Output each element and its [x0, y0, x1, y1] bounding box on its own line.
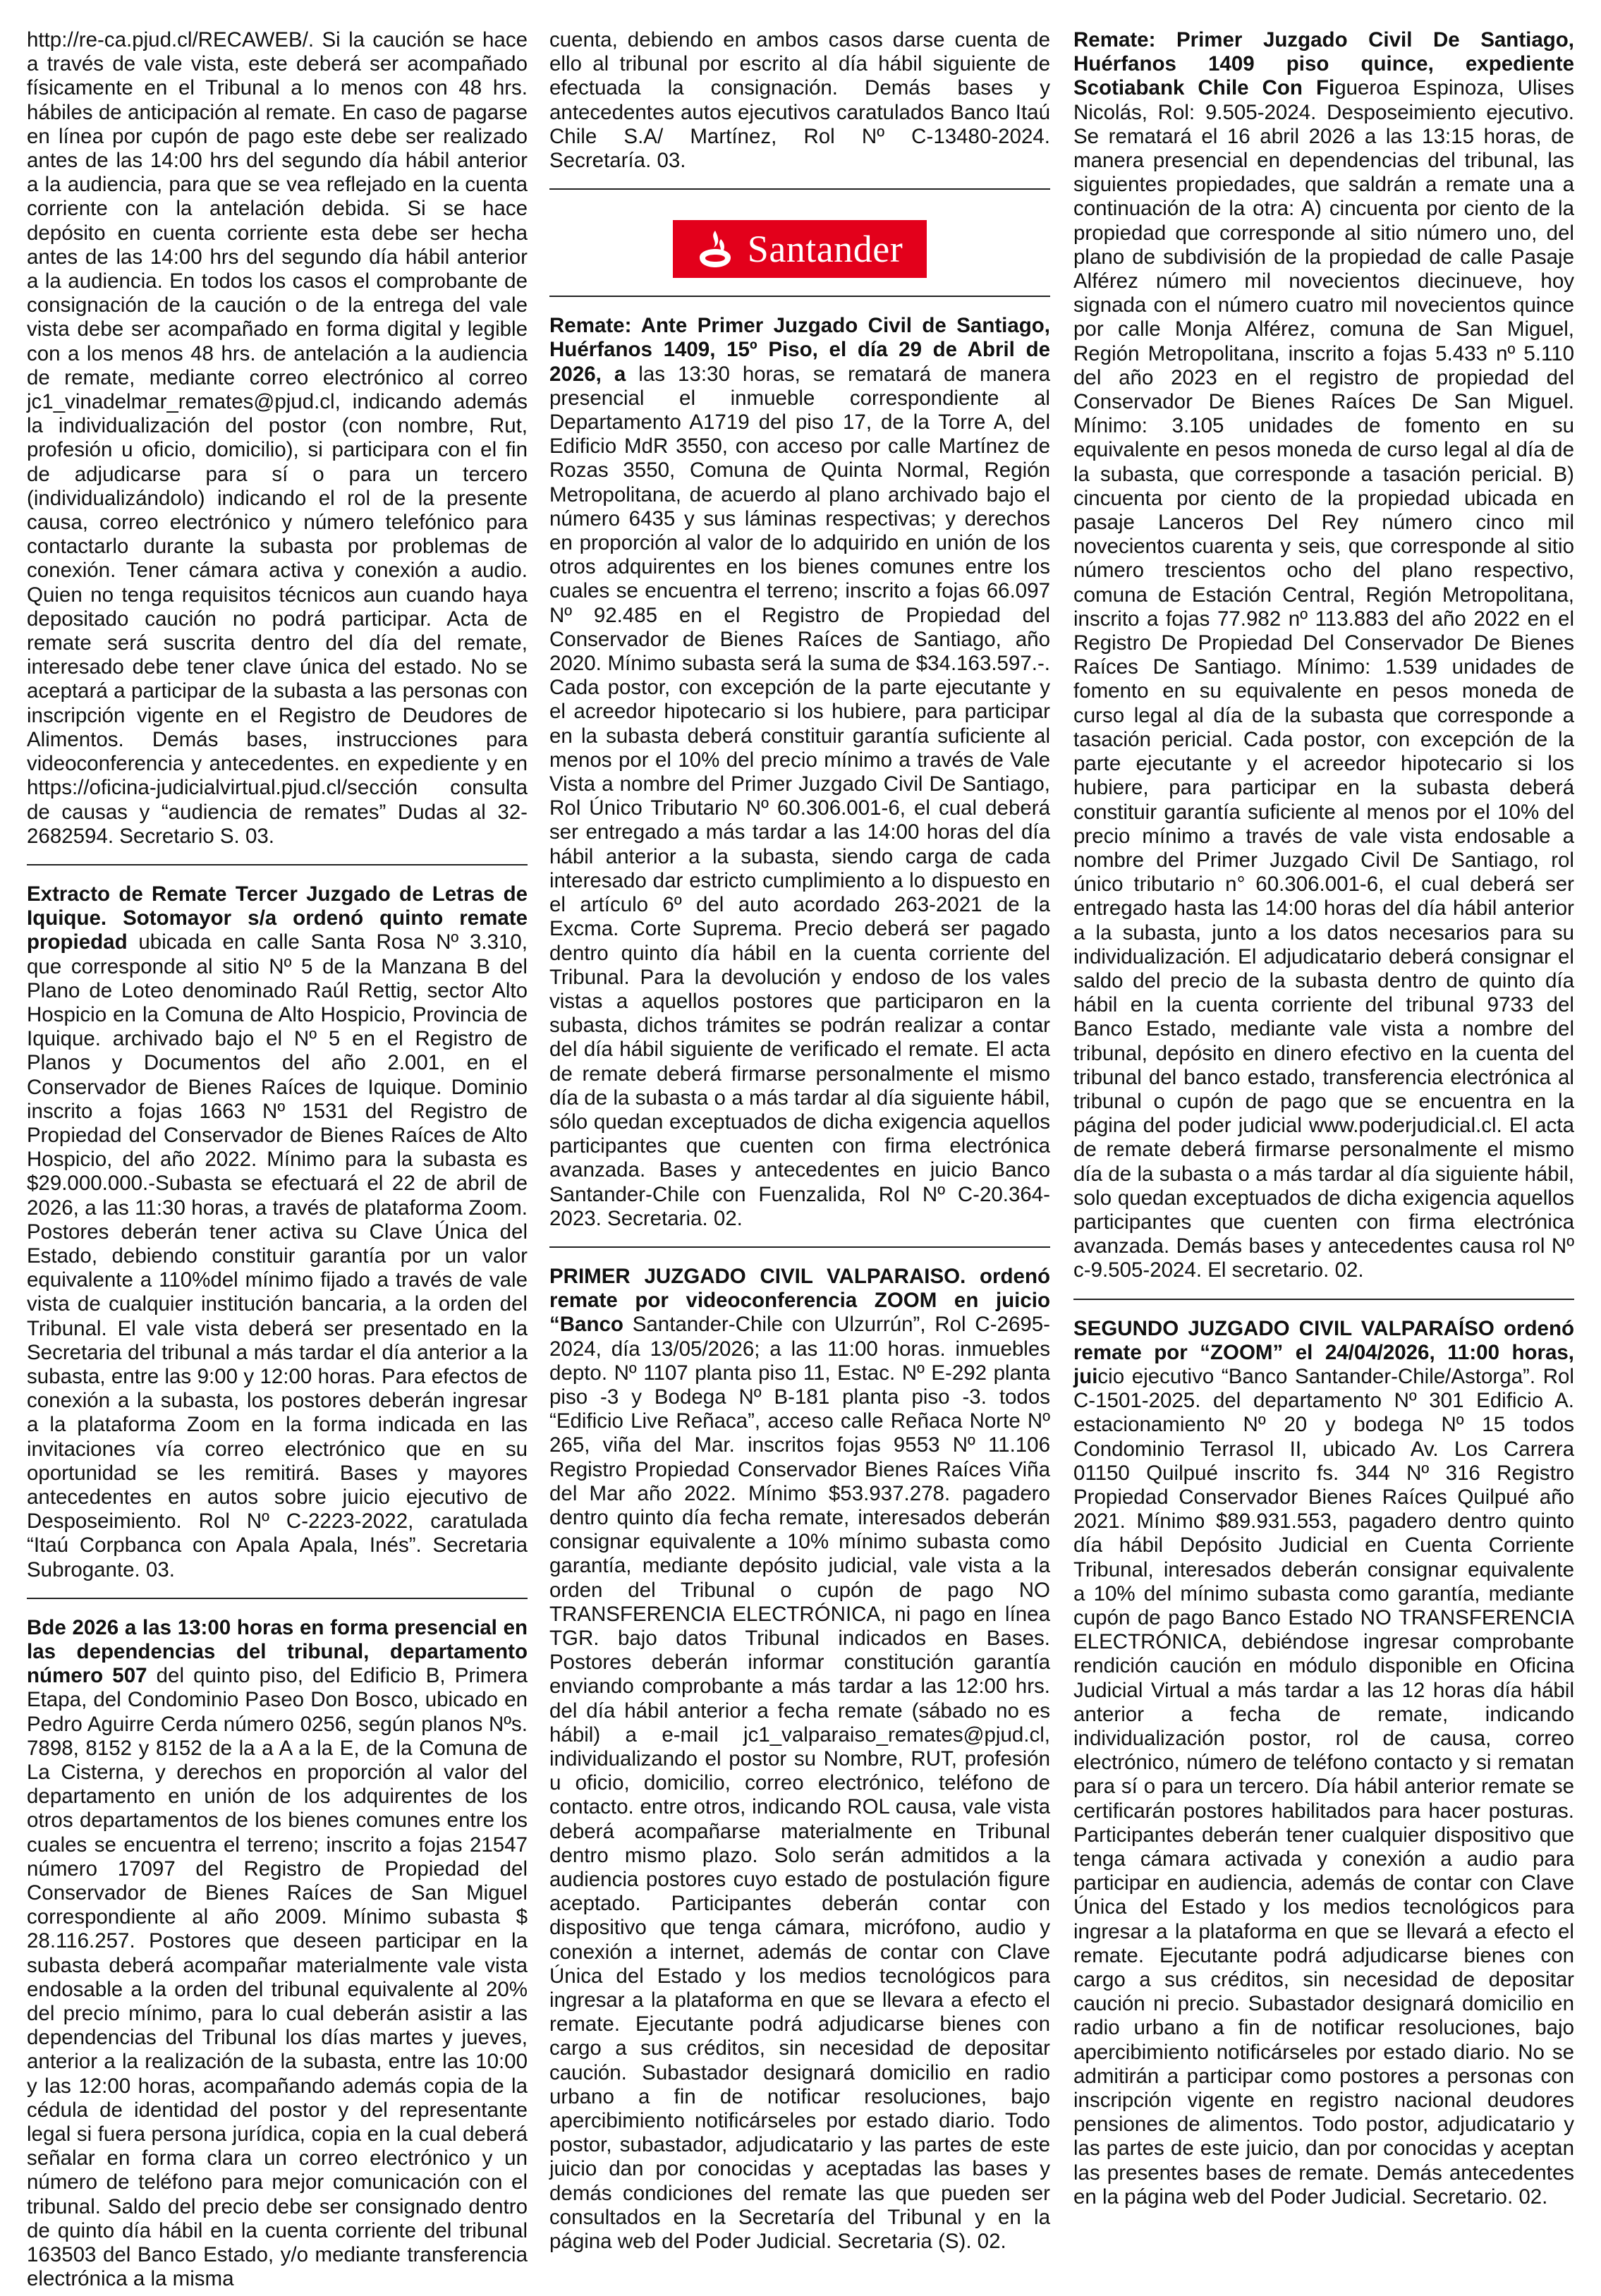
divider: [27, 1598, 528, 1599]
notice-lead: SEGUNDO JUZGADO CIVIL VALPARAÍSO ordenó remate por “ZOOM” el 24/04/2026, 11:00 horas, jui: [1073, 1316, 1574, 1388]
notice-2-2: [549, 314, 1050, 1231]
notice-body: Santander-Chile con Ulzurrún”, Rol C-2695-2024, día 13/05/2026; a las 11:00 horas. inmuebles depto. Nº 1107 planta piso 11, Estac. Nº E-292 planta piso -3 y Bodega Nº B-181 planta piso -3. todos “Edificio Live Reñaca”, acceso calle Reñaca Norte Nº 265, viña del Mar. inscritos fojas 9553 Nº 11.106 Registro Propiedad Conservador Bienes Raíces Viña del Mar año 2022. Mínimo $53.937.278. pagadero dentro quinto día fecha remate, interesados deberán consignar equivalente a 10% mínimo subasta como garantía, mediante depósito judicial, vale vista a la orden del Tribunal o cupón de pago NO TRANSFERENCIA ELECTRÓNICA, ni pago en línea TGR. bajo datos Tribunal indicados en Bases. Postores deberán informar constitución garantía enviando comprobante a más tardar a las 12:00 hrs. del día hábil anterior a fecha remate (sábado no es hábil) a e-mail jc1_valparaiso_remates@pjud.cl, individualizando el postor su Nombre, RUT, profesión u oficio, domicilio, correo electrónico, teléfono de contacto. entre otros, indicando ROL causa, vale vista deberá acompañarse materialmente en Tribunal dentro mismo plazo. Solo serán admitidos a la audiencia postores cuyo estado de postulación figure aceptado. Participantes deberán contar con dispositivo que tenga cámara, micrófono, audio y conexión a internet, además de contar con Clave Única del Estado y los medios tecnológicos para ingresar a la plataforma en que se llevara a efecto el remate. Ejecutante podrá adjudicarse bienes con cargo a sus créditos, sin necesidad de depositar caución. Subastador designará domicilio en radio urbano a fin de notificar resoluciones, bajo apercibimiento notificárseles por estado diario. Todo postor, subastador, adjudicatario y las partes de este juicio dan por conocidas y aceptadas las bases y demás condiciones del remate las que pueden ser consultados en la Secretaría del Tribunal y en la página web del Poder Judicial. Secretaria (S). 02.: [549, 1313, 1050, 2254]
notice-body: http://re-ca.pjud.cl/RECAWEB/. Si la caución se hace a través de vale vista, este deberá ser acompañado físicamente en el Tribunal a lo menos con 48 hrs. hábiles de anticipación al remate. En caso de pagarse en línea por cupón de pago este debe ser realizado antes de las 14:00 hrs del segundo día hábil anterior a la audiencia, para que se vea reflejado en la cuenta corriente con la antelación debida. Si se hace depósito en cuenta corriente esta debe ser hecha antes de las 14:00 hrs del segundo día hábil anterior a la audiencia. En todos los casos el comprobante de consignación de la caución o de la entrega del vale vista debe ser acompañado en forma digital y legible con a los menos 48 hrs. de antelación a la audiencia de remate, mediante correo electrónico al correo jc1_vinadelmar_remates@pjud.cl, indicando además la individualización del postor (con nombre, Rut, profesión u oficio, domicilio), si participara con el fin de adjudicarse para sí o para un tercero (individualizándolo) indicando el rol de la presente causa, correo electrónico y número telefónico para contactarlo durante la subasta por problemas de conexión. Tener cámara activa y conexión a audio. Quien no tenga requisitos técnicos aun cuando haya depositado caución no podrá participar. Acta de remate será suscrita dentro del día del remate, interesado debe tener clave única del estado. No se aceptará a participar de la subasta a las personas con inscripción vigente en el Registro de Deudores de Alimentos. Demás bases, instrucciones para videoconferencia y antecedentes. en expediente y en https://oficina-judicialvirtual.pjud.cl/sección consulta de causas y “audiencia de remates” Dudas al 32-2682594. Secretario S. 03.: [27, 28, 528, 848]
notice-1-3: [27, 1616, 528, 2292]
notice-body: gueroa Espinoza, Ulises Nicolás, Rol: 9.505-2024. Desposeimiento ejecutivo. Se rematará el 16 abril 2026 a las 13:15 horas, de manera presencial en dependencias del tribunal, las siguientes propiedades, que saldrán a remate una a continuación de la otra: A) cincuenta por ciento de la propiedad que corresponde al sitio número uno, del plano de subdivisión de la propiedad de calle Pasaje Alférez número mil novecientos diecinueve, hoy signada con el número cuatro mil novecientos quince por calle Monja Alférez, comuna de San Miguel, Región Metropolitana, inscrito a fojas 5.433 nº 5.110 del año 2023 en el registro de propiedad del Conservador De Bienes Raíces De San Miguel. Mínimo: 3.105 unidades de fomento en su equivalente en pesos moneda de curso legal al día de la subasta, que corresponde a tasación pericial. B) cincuenta por ciento de la propiedad ubicada en pasaje Lanceros Del Rey número cinco mil novecientos cuarenta y seis, que corresponde al sitio número trescientos ocho del plano respectivo, comuna de Estación Central, Región Metropolitana, inscrito a fojas 77.982 nº 113.883 del año 2022 en el Registro De Propiedad Del Conservador De Bienes Raíces De Santiago. Mínimo: 1.539 unidades de fomento en su equivalente en pesos moneda de curso legal al día de la subasta que corresponde a tasación pericial. Cada postor, con excepción de la parte ejecutante y el acreedor hipotecario si los hubiere, para participar en la subasta deberá constituir garantía suficiente al menos por el 10% del precio mínimo a través de vale vista endosable a nombre del Primer Juzgado Civil De Santiago, rol único tributario n° 60.306.001-6, el cual deberá ser entregado hasta las 14:00 horas del día hábil anterior a la subasta, junto a los datos necesarios para su individualización. El adjudicatario deberá consignar el saldo del precio de la subasta dentro de quinto día hábil en la cuenta corriente del tribunal 9733 del Banco Estado, mediante vale vista a nombre del tribunal, depósito en dinero efectivo en la cuenta del tribunal del banco estado, transferencia electrónica al tribunal o cupón de pago que se encuentra en la página del poder judicial www.poderjudicial.cl. El acta de remate deberá firmarse personalmente el mismo día de la subasta o a más tardar al día siguiente hábil, solo quedan exceptuados de dicha exigencia aquellos participantes que cuenten con firma electrónica avanzada. Demás bases y antecedentes causa rol Nº c-9.505-2024. El secretario. 02.: [1073, 76, 1574, 1282]
flame-icon: [697, 229, 733, 269]
notice-body: ubicada en calle Santa Rosa Nº 3.310, que corresponde al sitio Nº 5 de la Manzana B del Plano de Loteo denominado Raúl Rettig, sector Alto Hospicio en la Comuna de Alto Hospicio, Provincia de Iquique. archivado bajo el Nº 5 en el Registro de Planos y Documentos del año 2.001, en el Conservador de Bienes Raíces de Iquique. Dominio inscrito a fojas 1663 Nº 1531 del Registro de Propiedad del Conservador de Bienes Raíces de Alto Hospicio, del año 2022. Mínimo para la subasta es $29.000.000.-Subasta se efectuará el 22 de abril de 2026, a las 11:30 horas, a través de plataforma Zoom. Postores deberán tener activa su Clave Única del Estado, debiendo constituir garantía por un valor equivalente a 110%del mínimo fijado a través de vale vista de cualquier institución bancaria, a la orden del Tribunal. El vale vista deberá ser presentado en la Secretaria del tribunal a más tardar el día anterior a la subasta, entre las 9:00 y 12:00 horas. Para efectos de conexión a la subasta, los postores deberán ingresar a la plataforma Zoom en la forma indicada en las invitaciones vía correo electrónico que en su oportunidad se les remitirá. Bases y mayores antecedentes en autos sobre juicio ejecutivo de Desposeimiento. Rol Nº C-2223-2022, caratulada “Itaú Corpbanca con Apala Apala, Inés”. Secretaria Subrogante. 03.: [27, 930, 528, 1581]
divider: [549, 296, 1050, 297]
notice-lead: Extracto de Remate Tercer Juzgado de Letras de Iquique. Sotomayor s/a ordenó quinto remate propiedad: [27, 882, 528, 954]
logo-wordmark: Santander: [747, 228, 903, 271]
notice-body: cuenta, debiendo en ambos casos darse cuenta de ello al tribunal por escrito al día hábil siguiente de efectuada la consignación. Demás bases y antecedentes autos ejecutivos caratulados Banco Itaú Chile S.A/ Martínez, Rol Nº C-13480-2024. Secretaría. 03.: [549, 28, 1050, 173]
notice-1-2: [27, 882, 528, 1582]
notice-3-2: [1073, 1317, 1574, 2210]
notice-lead: Remate: Ante Primer Juzgado Civil de Santiago, Huérfanos 1409, 15º Piso, el día 29 de Abril de 2026, a: [549, 314, 1050, 386]
notice-body: cio ejecutivo “Banco Santander-Chile/Astorga”. Rol C-1501-2025. del departamento Nº 301 Edificio A. estacionamiento Nº 20 y bodega Nº 15 todos Condominio Terrasol II, ubicado Av. Los Carrera 01150 Quilpué inscrito fs. 344 Nº 316 Registro Propiedad Conservador Bienes Raíces Quilpué año 2021. Mínimo $89.931.553, pagadero dentro quinto día hábil Depósito Judicial en Cuenta Corriente Tribunal, interesados deberán consignar equivalente a 10% del mínimo subasta como garantía, mediante cupón de pago Banco Estado NO TRANSFERENCIA ELECTRÓNICA, debiéndose ingresar comprobante rendición caución en módulo disponible en Oficina Judicial Virtual a más tardar a las 12 horas día hábil anterior a fecha de remate, indicando individualización postor, rol de causa, correo electrónico, número de teléfono contacto y si rematan para sí o para un tercero. Día hábil anterior remate se certificarán postores habilitados para hacer posturas. Participantes deberán tener cualquier dispositivo que tenga cámara activada y conexión a audio para participar en audiencia, además de contar con Clave Única del Estado y los medios tecnológicos para ingresar a la plataforma en que se llevará a efecto el remate. Ejecutante podrá adjudicarse bienes con cargo a sus créditos, sin necesidad de depositar caución ni precio. Subastador designará domicilio en radio urbano a fin de notificar resoluciones, bajo apercibimiento notificárseles por estado diario. No se admitirán a participar como postores a personas con inscripción vigente en registro nacional deudores pensiones de alimentos. Todo postor, adjudicatario y las partes de este juicio, dan por conocidas y aceptan las presentes bases de remate. Demás antecedentes en la página web del Poder Judicial. Secretario. 02.: [1073, 1364, 1574, 2209]
notice-body: las 13:30 horas, se rematará de manera presencial el inmueble correspondiente al Departamento A1719 del piso 17, de la Torre A, del Edificio MdR 3550, con acceso por calle Martínez de Rozas 3550, Comuna de Quinta Normal, Región Metropolitana, de acuerdo al plano archivado bajo el número 6435 y sus láminas respectivas; y derechos en proporción al valor de lo adquirido en unión de los otros adquirentes en los bienes comunes entre los cuales se encuentra el terreno; inscrito a fojas 66.097 Nº 92.485 en el Registro de Propiedad del Conservador de Bienes Raíces de Santiago, año 2020. Mínimo subasta será la suma de $34.163.597.-. Cada postor, con excepción de la parte ejecutante y el acreedor hipotecario si los hubiere, para participar en la subasta deberá constituir garantía suficiente al menos por el 10% del precio mínimo a través de Vale Vista a nombre del Primer Juzgado Civil De Santiago, Rol Único Tributario Nº 60.306.001-6, el cual deberá ser entregado a más tardar a las 14:00 horas del día hábil anterior a la subasta, siendo carga de cada interesado dar estricto cumplimiento a lo dispuesto en el artículo 6º del auto acordado 263-2021 de la Excma. Corte Suprema. Precio deberá ser pagado dentro quinto día hábil en la cuenta corriente del Tribunal. Para la devolución y endoso de los vales vistas a aquellos postores que participaron en la subasta, dichos trámites se podrán realizar a contar del día hábil siguiente de verificado el remate. El acta de remate deberá firmarse personalmente el mismo día de la subasta o a más tardar al día siguiente hábil, sólo quedan exceptuados de dicha exigencia aquellos participantes que cuenten con firma electrónica avanzada. Bases y antecedentes en juicio Banco Santander-Chile con Fuenzalida, Rol Nº C-20.364-2023. Secretaria. 02.: [549, 362, 1050, 1230]
notice-lead: PRIMER JUZGADO CIVIL VALPARAISO. ordenó remate por videoconferencia ZOOM en juicio “Banco: [549, 1264, 1050, 1337]
notice-lead: Bde 2026 a las 13:00 horas en forma presencial en las dependencias del tribunal, departamento número 507: [27, 1615, 528, 1688]
divider: [1073, 1299, 1574, 1300]
column-1: [27, 28, 528, 2291]
column-2: [549, 28, 1050, 2278]
notice-lead: Remate: Primer Juzgado Civil De Santiago, Huérfanos 1409 piso quince, expediente Scotiabank Chile Con Fi: [1073, 28, 1574, 100]
notice-2-1: [549, 28, 1050, 173]
notice-1-1: [27, 28, 528, 849]
santander-logo-box: [549, 207, 1050, 291]
notice-body: del quinto piso, del Edificio B, Primera Etapa, del Condominio Paseo Don Bosco, ubicado en Pedro Aguirre Cerda número 0256, según planos Nºs. 7898, 8152 y 8152 de la a A a la E, de la Comuna de La Cisterna, y derechos en proporción al valor del departamento en unión de los adquirentes de los otros departamentos de los bienes comunes entre los cuales se encuentra el terreno; inscrito a fojas 21547 número 17097 del Registro de Propiedad del Conservador de Bienes Raíces de San Miguel correspondiente al año 2009. Mínimo subasta $ 28.116.257. Postores que deseen participar en la subasta deberá acompañar materialmente vale vista endosable a la orden del tribunal equivalente al 20% del precio mínimo, para lo cual deberán asistir a las dependencias del Tribunal los días martes y jueves, anterior a la realización de la subasta, entre las 10:00 y las 12:00 horas, acompañando además copia de la cédula de identidad del postor y del representante legal si fuera persona jurídica, copia en la cual deberá señalar en forma clara un correo electrónico y un número de teléfono para mejor comunicación con el tribunal. Saldo del precio debe ser consignado dentro de quinto día hábil en la cuenta corriente del tribunal 163503 del Banco Estado, y/o mediante transferencia electrónica a la misma: [27, 1664, 528, 2291]
divider: [27, 864, 528, 865]
column-3: [1073, 28, 1574, 2278]
notice-3-1: [1073, 28, 1574, 1283]
divider: [549, 188, 1050, 190]
divider: [549, 1246, 1050, 1248]
santander-logo: [673, 220, 927, 278]
notice-2-3: [549, 1265, 1050, 2254]
